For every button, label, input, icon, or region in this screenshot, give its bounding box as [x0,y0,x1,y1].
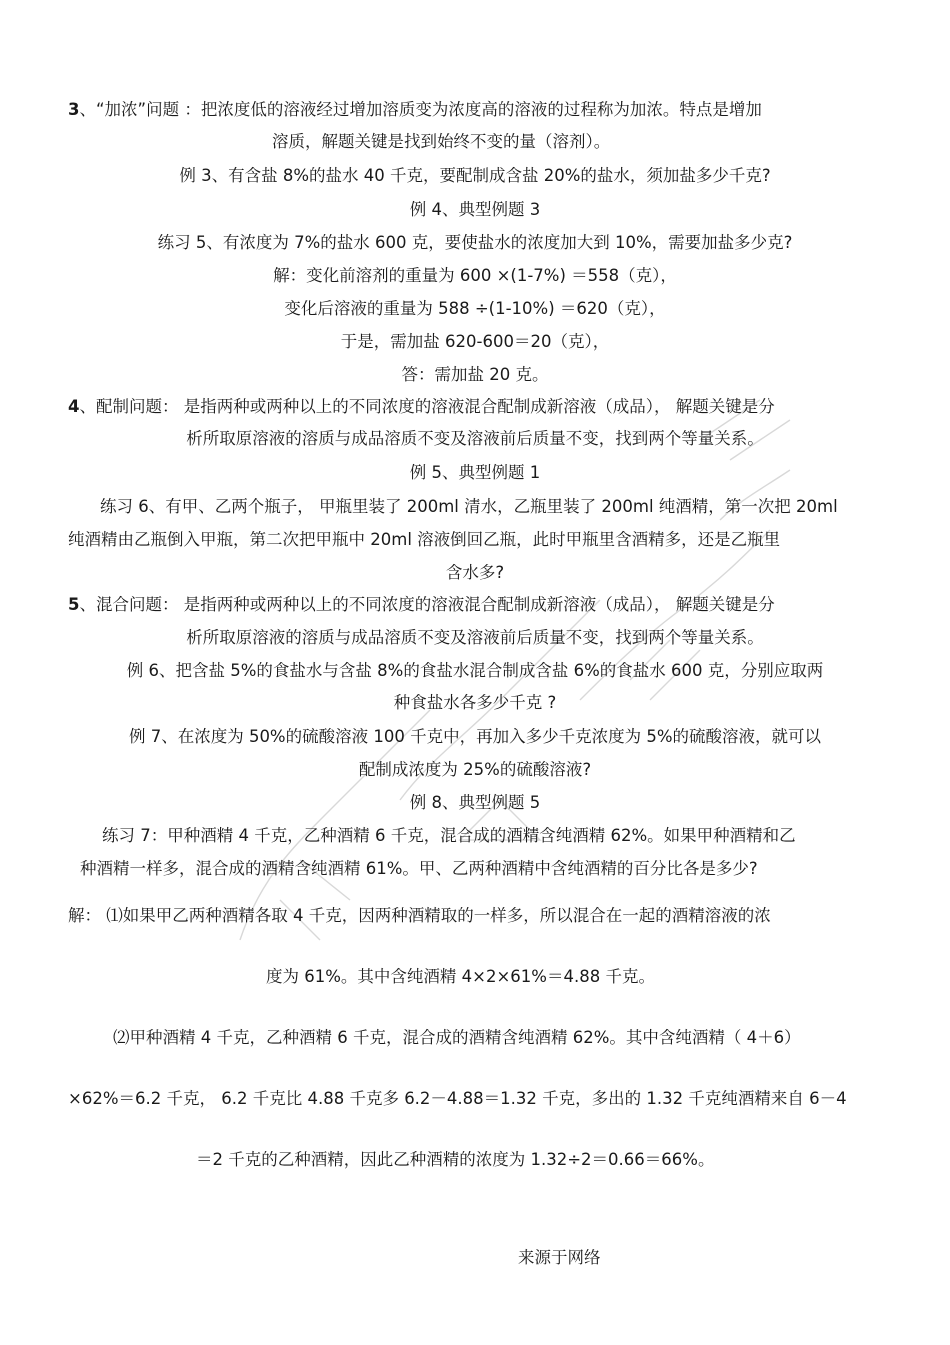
example-8: 例 8、典型例题 5 [409,793,541,812]
practice-7-line-1: 练习 7：甲种酒精 4 千克，乙种酒精 6 千克，混合成的酒精含纯酒精 62%。如果甲种酒精和乙 [102,826,796,845]
practice-7-line-2: 种酒精一样多，混合成的酒精含纯酒精 61%。甲、乙两种酒精中含纯酒精的百分比各是多少? [80,859,758,878]
solution-line-1: 解：变化前溶剂的重量为 600 ×(1-7%) ＝558（克）， [273,266,677,285]
section-3-continuation: 溶质，解题关键是找到始终不变的量（溶剂）。 [272,132,611,151]
example-7-line-1: 例 7、在浓度为 50%的硫酸溶液 100 千克中，再加入多少千克浓度为 5%的硫酸溶液，就可以 [128,727,822,746]
answer-line: 答：需加盐 20 克。 [401,365,549,384]
solution-line-2: 变化后溶液的重量为 588 ÷(1-10%) ＝620（克）， [284,299,666,318]
example-6-line-2: 种食盐水各多少千克 ? [393,693,557,712]
section-3-heading [68,99,762,121]
practice-6-line-1: 练习 6、有甲、乙两个瓶子， 甲瓶里装了 200ml 清水，乙瓶里装了 200ml 纯酒精，第一次把 20ml [100,497,838,516]
example-3: 例 3、有含盐 8%的盐水 40 千克，要配制成含盐 20%的盐水，须加盐多少千克? [179,166,771,185]
section-5-continuation: 析所取原溶液的溶质与成品溶质不变及溶液前后质量不变，找到两个等量关系。 [186,628,764,647]
section-number: 5 [68,595,80,614]
practice-5: 练习 5、有浓度为 7%的盐水 600 克，要使盐水的浓度加大到 10%，需要加盐多少克? [157,233,793,252]
section-heading-text: 、混合问题： 是指两种或两种以上的不同浓度的溶液混合配制成新溶液（成品）， 解题关键是分 [79,595,775,614]
solution-7-line-3: ⑵甲种酒精 4 千克，乙种酒精 6 千克，混合成的酒精含纯酒精 62%。其中含纯酒精（ 4＋6） [113,1028,801,1047]
solution-7-line-2: 度为 61%。其中含纯酒精 4×2×61%＝4.88 千克。 [266,967,655,986]
section-heading-text: 、“加浓”问题 ：把浓度低的溶液经过增加溶质变为浓度高的溶液的过程称为加浓。特点是增加 [79,100,762,119]
solution-7-line-5: ＝2 千克的乙种酒精，因此乙种酒精的浓度为 1.32÷2＝0.66＝66%。 [196,1150,715,1169]
footer-source: 来源于网络 [518,1248,601,1267]
section-number: 4 [68,397,80,416]
example-4: 例 4、典型例题 3 [409,200,541,219]
practice-6-line-2: 纯酒精由乙瓶倒入甲瓶，第二次把甲瓶中 20ml 溶液倒回乙瓶，此时甲瓶里含酒精多，还是乙瓶里 [68,530,781,549]
solution-7-line-1: 解： ⑴如果甲乙两种酒精各取 4 千克，因两种酒精取的一样多，所以混合在一起的酒精溶液的浓 [68,906,771,925]
section-4-continuation: 析所取原溶液的溶质与成品溶质不变及溶液前后质量不变，找到两个等量关系。 [186,429,764,448]
section-heading-text: 、配制问题： 是指两种或两种以上的不同浓度的溶液混合配制成新溶液（成品）， 解题关键是分 [79,397,775,416]
section-4-heading [68,396,775,418]
example-7-line-2: 配制成浓度为 25%的硫酸溶液? [358,760,592,779]
section-5-heading [68,594,775,616]
section-number: 3 [68,100,80,119]
example-6-line-1: 例 6、把含盐 5%的食盐水与含盐 8%的食盐水混合制成含盐 6%的食盐水 600 克，分别应取两 [126,661,824,680]
practice-6-line-3: 含水多? [445,563,505,582]
example-5: 例 5、典型例题 1 [409,463,541,482]
solution-line-3: 于是，需加盐 620-600＝20（克）， [340,332,610,351]
solution-7-line-4: ×62%＝6.2 千克， 6.2 千克比 4.88 千克多 6.2－4.88＝1.32 千克，多出的 1.32 千克纯酒精来自 6－4 [68,1089,847,1108]
